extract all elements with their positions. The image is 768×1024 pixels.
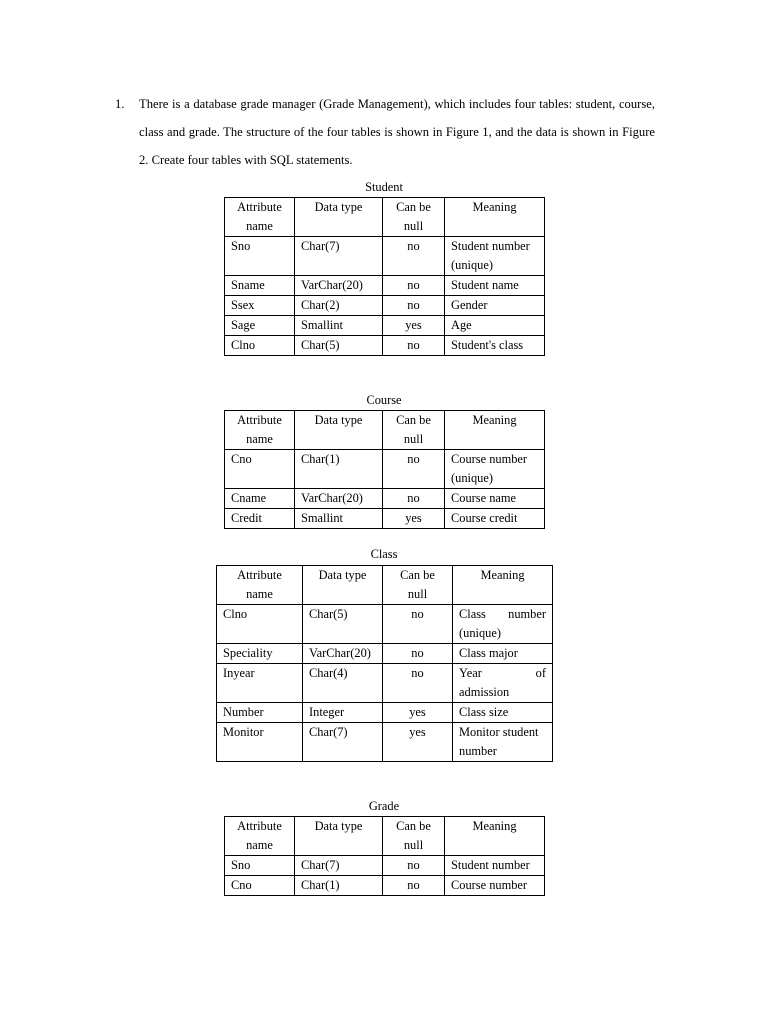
meaning-cell: Course credit [445, 509, 545, 529]
table-row [225, 489, 545, 509]
nullable-cell: no [383, 276, 445, 296]
table-row [225, 316, 545, 336]
meaning-cell: Student's class [445, 336, 545, 356]
table-row [225, 296, 545, 316]
data-type-cell: Char(7) [295, 856, 383, 876]
nullable-cell: no [383, 489, 445, 509]
data-type-cell: VarChar(20) [303, 644, 383, 664]
meaning-cell: Class major [453, 644, 553, 664]
nullable-cell: no [383, 237, 445, 276]
table-header-row [217, 566, 553, 605]
table-row [217, 723, 553, 762]
grade-table-caption: Grade [368, 799, 400, 813]
attribute-cell: Sage [225, 316, 295, 336]
header-can-be-null: Can be null [383, 198, 445, 237]
attribute-cell: Sname [225, 276, 295, 296]
data-type-cell: Char(1) [295, 876, 383, 896]
table-row [225, 237, 545, 276]
nullable-cell: no [383, 605, 453, 644]
nullable-cell: no [383, 296, 445, 316]
table-row [225, 336, 545, 356]
table-header-row [225, 198, 545, 237]
table-row [217, 664, 553, 703]
data-type-cell: Smallint [295, 509, 383, 529]
grade-table [224, 816, 545, 896]
meaning-cell: Year of admission [453, 664, 553, 703]
data-type-cell: VarChar(20) [295, 489, 383, 509]
course-table [224, 410, 545, 529]
attribute-cell: Inyear [217, 664, 303, 703]
meaning-cell: Student name [445, 276, 545, 296]
header-meaning: Meaning [445, 411, 545, 450]
question-paragraph [115, 90, 655, 174]
data-type-cell: Char(4) [303, 664, 383, 703]
question-number: 1. [115, 97, 125, 111]
student-table [224, 197, 545, 356]
student-table-caption: Student [365, 180, 403, 194]
course-table-caption: Course [366, 393, 402, 407]
nullable-cell: yes [383, 509, 445, 529]
table-row [217, 605, 553, 644]
table-row [225, 276, 545, 296]
header-meaning: Meaning [445, 198, 545, 237]
data-type-cell: Char(5) [303, 605, 383, 644]
meaning-cell: Course number [445, 876, 545, 896]
header-meaning: Meaning [453, 566, 553, 605]
attribute-cell: Clno [225, 336, 295, 356]
header-data-type: Data type [295, 817, 383, 856]
header-can-be-null: Can be null [383, 566, 453, 605]
table-header-row [225, 411, 545, 450]
nullable-cell: no [383, 664, 453, 703]
nullable-cell: no [383, 336, 445, 356]
header-data-type: Data type [295, 198, 383, 237]
header-attribute-name: Attribute name [217, 566, 303, 605]
table-row [225, 876, 545, 896]
attribute-cell: Sno [225, 856, 295, 876]
nullable-cell: no [383, 644, 453, 664]
table-row [225, 509, 545, 529]
attribute-cell: Speciality [217, 644, 303, 664]
meaning-cell: Course name [445, 489, 545, 509]
attribute-cell: Number [217, 703, 303, 723]
header-attribute-name: Attribute name [225, 817, 295, 856]
class-table [216, 565, 553, 762]
data-type-cell: Char(5) [295, 336, 383, 356]
header-can-be-null: Can be null [383, 411, 445, 450]
header-can-be-null: Can be null [383, 817, 445, 856]
table-row [225, 450, 545, 489]
table-row [217, 703, 553, 723]
attribute-cell: Credit [225, 509, 295, 529]
meaning-cell: Age [445, 316, 545, 336]
meaning-cell: Class number (unique) [453, 605, 553, 644]
data-type-cell: Char(1) [295, 450, 383, 489]
header-attribute-name: Attribute name [225, 411, 295, 450]
meaning-cell: Gender [445, 296, 545, 316]
table-row [217, 644, 553, 664]
question-text: There is a database grade manager (Grade Management), which includes four tables: student, course, class and grade. The structure of the four tables is shown in Figure 1, and the data is shown in Figure 2. Create four tables with SQL statements. [139, 97, 655, 167]
data-type-cell: Char(7) [303, 723, 383, 762]
meaning-cell: Class size [453, 703, 553, 723]
header-data-type: Data type [303, 566, 383, 605]
nullable-cell: yes [383, 723, 453, 762]
attribute-cell: Cno [225, 450, 295, 489]
header-attribute-name: Attribute name [225, 198, 295, 237]
nullable-cell: no [383, 450, 445, 489]
data-type-cell: Integer [303, 703, 383, 723]
attribute-cell: Cno [225, 876, 295, 896]
attribute-cell: Clno [217, 605, 303, 644]
data-type-cell: VarChar(20) [295, 276, 383, 296]
table-header-row [225, 817, 545, 856]
header-meaning: Meaning [445, 817, 545, 856]
nullable-cell: yes [383, 703, 453, 723]
meaning-cell: Student number [445, 856, 545, 876]
attribute-cell: Ssex [225, 296, 295, 316]
header-data-type: Data type [295, 411, 383, 450]
data-type-cell: Char(7) [295, 237, 383, 276]
attribute-cell: Sno [225, 237, 295, 276]
nullable-cell: no [383, 856, 445, 876]
attribute-cell: Cname [225, 489, 295, 509]
table-row [225, 856, 545, 876]
meaning-cell: Course number (unique) [445, 450, 545, 489]
meaning-cell: Monitor student number [453, 723, 553, 762]
attribute-cell: Monitor [217, 723, 303, 762]
data-type-cell: Smallint [295, 316, 383, 336]
meaning-cell: Student number (unique) [445, 237, 545, 276]
class-table-caption: Class [370, 547, 398, 561]
data-type-cell: Char(2) [295, 296, 383, 316]
nullable-cell: yes [383, 316, 445, 336]
nullable-cell: no [383, 876, 445, 896]
